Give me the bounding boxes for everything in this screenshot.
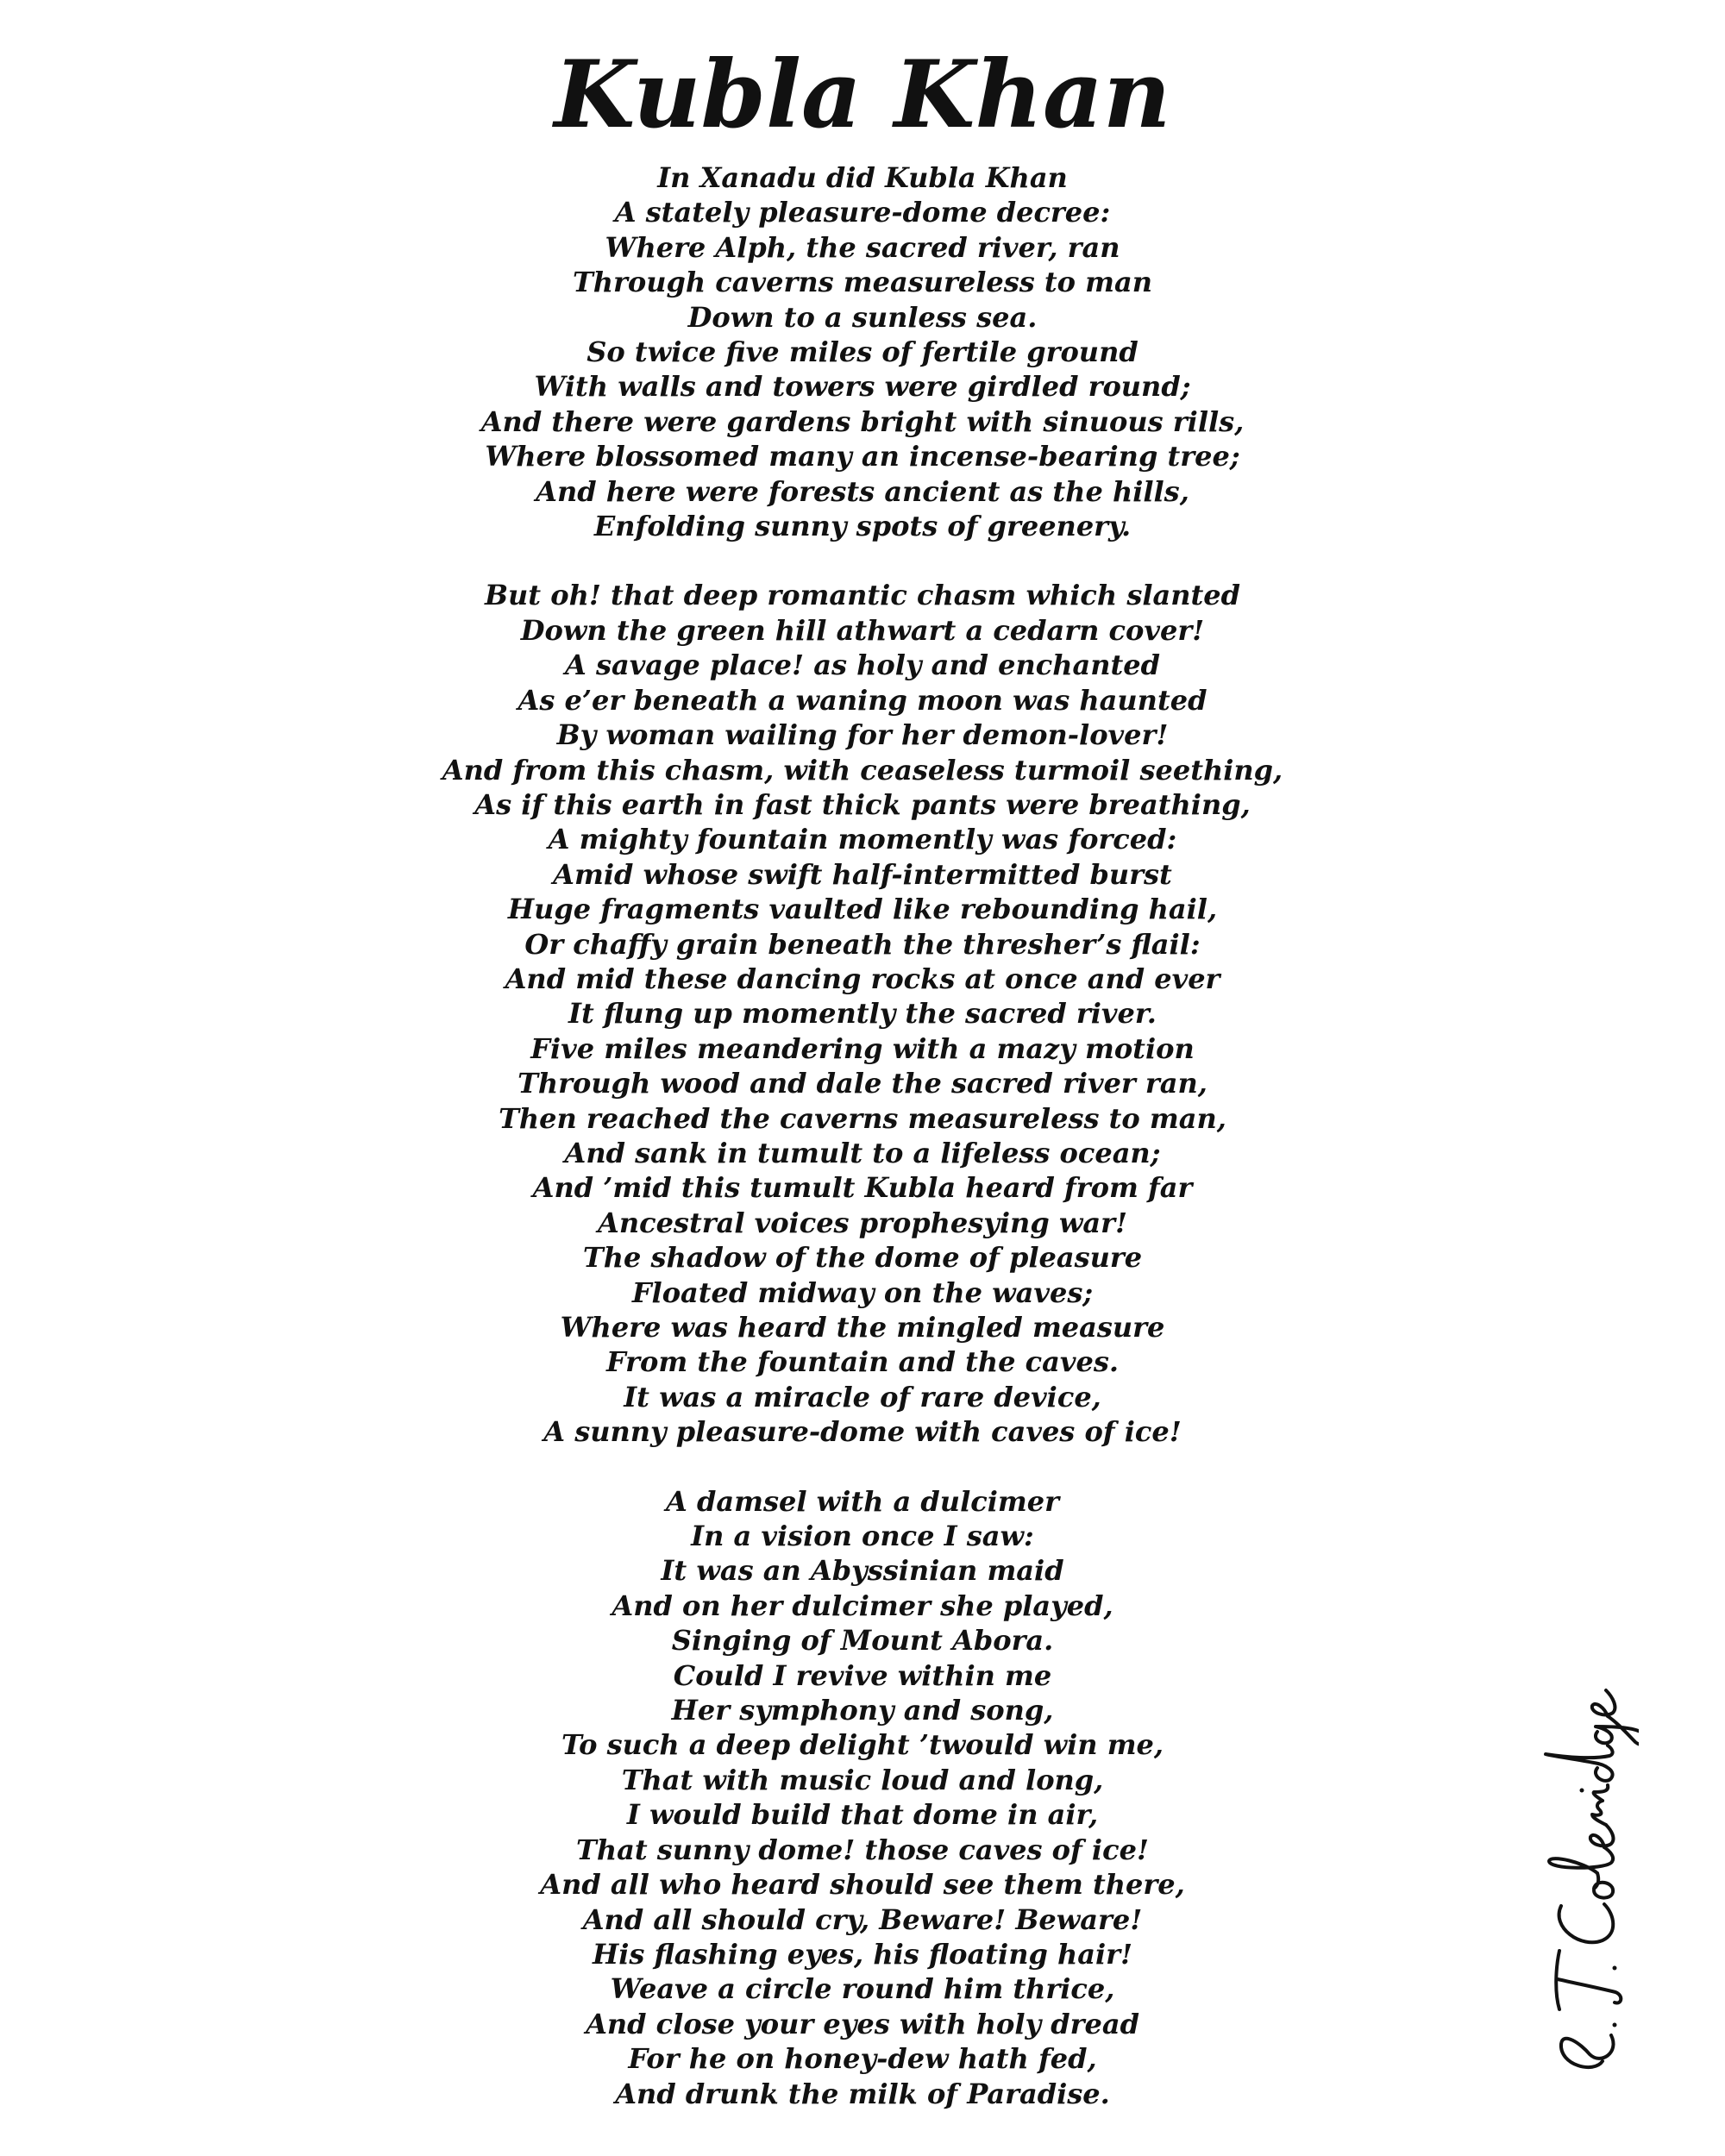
- poem-line: A savage place! as holy and enchanted: [564, 649, 1160, 682]
- poem-line: Where blossomed many an incense-bearing tree;: [485, 440, 1240, 473]
- poem-line: Floated midway on the waves;: [631, 1275, 1094, 1309]
- stanza-3: [0, 1484, 1725, 2111]
- poem-line: So twice five miles of fertile ground: [586, 335, 1138, 369]
- poem-line: Ancestral voices prophesying war!: [597, 1206, 1128, 1239]
- poem-title: Kubla Khan: [554, 41, 1171, 149]
- poem-line: To such a deep delight ’twould win me,: [561, 1728, 1164, 1762]
- poem-line: And sank in tumult to a lifeless ocean;: [564, 1136, 1161, 1169]
- poem-line: Huge fragments vaulted like rebounding hail,: [507, 893, 1218, 926]
- poem-line: And all should cry, Beware! Beware!: [582, 1902, 1143, 1936]
- poem-line: A stately pleasure-dome decree:: [614, 196, 1111, 229]
- poem-line: But oh! that deep romantic chasm which slanted: [484, 579, 1240, 612]
- signature-image: [1509, 1552, 1639, 2087]
- poem-line: And drunk the milk of Paradise.: [615, 2077, 1110, 2110]
- poem-line: From the fountain and the caves.: [605, 1345, 1119, 1379]
- poem-line: Or chaffy grain beneath the thresher’s flail:: [524, 927, 1201, 961]
- poem-line: His flashing eyes, his floating hair!: [592, 1937, 1133, 1971]
- poem-line: Down the green hill athwart a cedarn cover!: [520, 613, 1205, 647]
- signature-icon: [1509, 1552, 1639, 2087]
- poem-line: A mighty fountain momently was forced:: [548, 823, 1177, 856]
- poem-line: Singing of Mount Abora.: [671, 1624, 1054, 1658]
- poem-line: And ’mid this tumult Kubla heard from far: [532, 1171, 1193, 1205]
- poem-line: In a vision once I saw:: [691, 1520, 1034, 1553]
- poem-line: And from this chasm, with ceaseless turmoil seething,: [442, 753, 1283, 787]
- poem-line: The shadow of the dome of pleasure: [582, 1241, 1143, 1275]
- poem-line: That sunny dome! those caves of ice!: [576, 1833, 1149, 1866]
- poem-line: I would build that dome in air,: [626, 1798, 1099, 1832]
- poem-line: It was an Abyssinian maid: [661, 1554, 1064, 1588]
- stanza-1: [0, 160, 1725, 543]
- poem-line: Amid whose swift half-intermitted burst: [553, 857, 1172, 891]
- poem-line: Then reached the caverns measureless to man,: [499, 1101, 1226, 1135]
- poem-line: And all who heard should see them there,: [540, 1868, 1185, 1902]
- poem-line: Where was heard the mingled measure: [560, 1311, 1165, 1344]
- poem-body: [0, 160, 1725, 2111]
- poem-line: Enfolding sunny spots of greenery.: [593, 510, 1132, 543]
- poem-line: Through caverns measureless to man: [572, 266, 1153, 299]
- poem-line: As if this earth in fast thick pants were breathing,: [474, 787, 1251, 821]
- poem-line: It flung up momently the sacred river.: [568, 997, 1157, 1031]
- poem-line: It was a miracle of rare device,: [624, 1380, 1101, 1413]
- poem-line: That with music loud and long,: [621, 1763, 1104, 1796]
- stanza-2: [0, 578, 1725, 1449]
- poem-line: By woman wailing for her demon-lover!: [556, 718, 1169, 752]
- poem-line: And mid these dancing rocks at once and ever: [505, 962, 1220, 995]
- poem-line: Through wood and dale the sacred river ran,: [518, 1067, 1208, 1100]
- poem-line: Could I revive within me: [673, 1658, 1052, 1692]
- poem-line: And on her dulcimer she played,: [612, 1589, 1113, 1622]
- poem-line: Her symphony and song,: [671, 1694, 1054, 1727]
- poem-line: For he on honey-dew hath fed,: [628, 2042, 1097, 2076]
- poem-line: Down to a sunless sea.: [687, 300, 1038, 334]
- poem-line: And here were forests ancient as the hills,: [536, 474, 1189, 508]
- poem-line: In Xanadu did Kubla Khan: [657, 161, 1068, 194]
- poem-line: Weave a circle round him thrice,: [610, 1972, 1115, 2006]
- poem-line: A sunny pleasure-dome with caves of ice!: [543, 1415, 1182, 1449]
- poem-line: As e’er beneath a waning moon was haunted: [518, 683, 1208, 717]
- poem-line: With walls and towers were girdled round;: [534, 370, 1191, 404]
- poem-line: Where Alph, the sacred river, ran: [605, 230, 1120, 264]
- poem-line: And there were gardens bright with sinuous rills,: [480, 404, 1245, 438]
- poem-line: And close your eyes with holy dread: [586, 2007, 1139, 2040]
- poem-line: Five miles meandering with a mazy motion: [530, 1031, 1195, 1065]
- poem-line: A damsel with a dulcimer: [666, 1484, 1059, 1518]
